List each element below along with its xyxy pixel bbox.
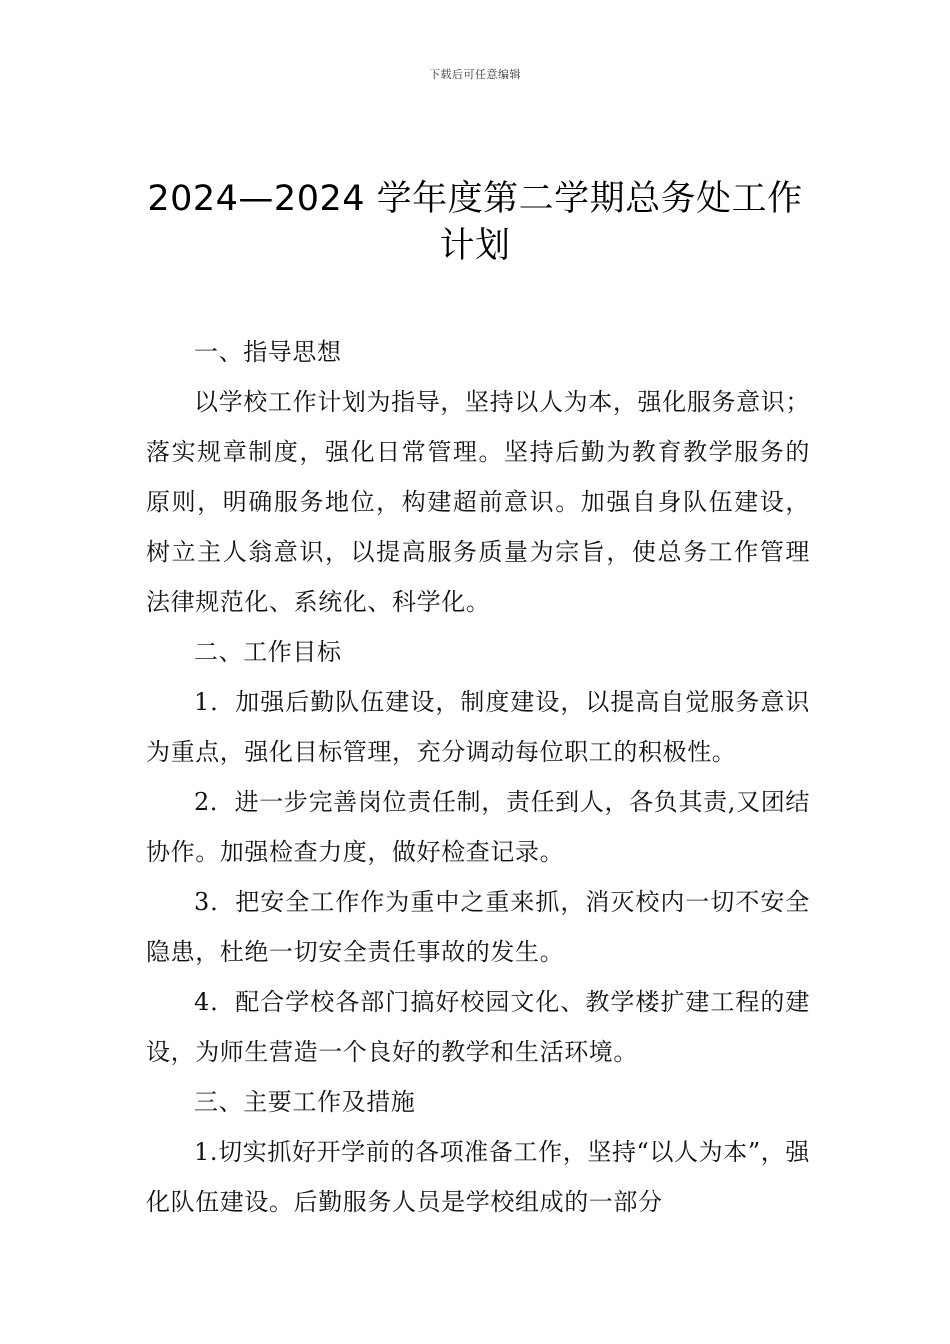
document-body xyxy=(146,327,810,1227)
section-heading-guiding-ideology: 一、指导思想 xyxy=(194,338,342,366)
document-title: 2024—2024 学年度第二学期总务处工作计划 xyxy=(147,179,803,266)
paragraph-guiding-ideology: 以学校工作计划为指导，坚持以人为本，强化服务意识；落实规章制度，强化日常管理。坚持后勤为教育教学服务的原则，明确服务地位，构建超前意识。加强自身队伍建设，树立主人翁意识，以提高服务质量为宗旨，使总务工作管理法律规范化、系统化、科学化。 xyxy=(146,388,810,616)
paragraph-main-work-1: 1.切实抓好开学前的各项准备工作，坚持“以人为本”，强化队伍建设。后勤服务人员是学校组成的一部分 xyxy=(146,1138,810,1216)
section-heading-main-work: 三、主要工作及措施 xyxy=(194,1088,416,1116)
header-note: 下载后可任意编辑 xyxy=(429,68,521,81)
paragraph-goal-1: 1．加强后勤队伍建设，制度建设，以提高自觉服务意识为重点，强化目标管理，充分调动每位职工的积极性。 xyxy=(146,688,810,766)
paragraph-goal-2: 2．进一步完善岗位责任制，责任到人，各负其责,又团结协作。加强检查力度，做好检查记录。 xyxy=(146,788,810,866)
paragraph-goal-4: 4．配合学校各部门搞好校园文化、教学楼扩建工程的建设，为师生营造一个良好的教学和生活环境。 xyxy=(146,988,810,1066)
section-heading-work-goals: 二、工作目标 xyxy=(194,638,342,666)
paragraph-goal-3: 3．把安全工作作为重中之重来抓，消灭校内一切不安全隐患，杜绝一切安全责任事故的发生。 xyxy=(146,888,810,966)
